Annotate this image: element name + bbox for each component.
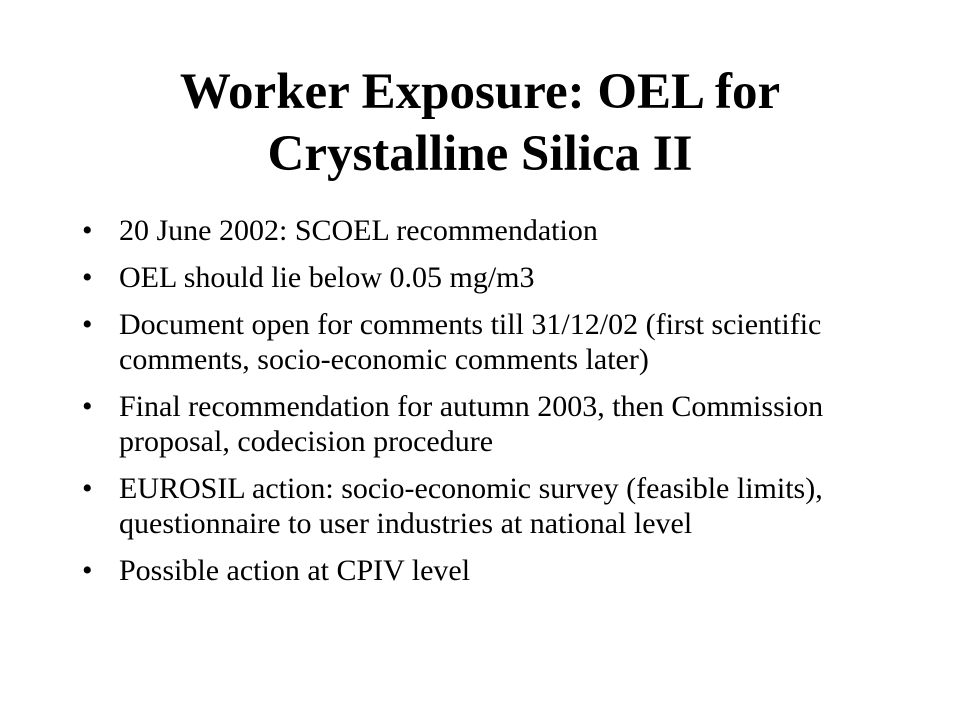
bullet-item	[82, 389, 882, 459]
bullet-icon: •	[82, 214, 93, 247]
bullet-icon: •	[82, 390, 93, 423]
bullet-text: Final recommendation for autumn 2003, then Commission proposal, codecision procedure	[119, 390, 824, 458]
bullet-item	[82, 260, 882, 295]
slide-title: Worker Exposure: OEL for Crystalline Silica II	[179, 64, 781, 182]
bullet-icon: •	[82, 261, 93, 294]
bullet-icon: •	[82, 554, 93, 587]
bullet-text: Document open for comments till 31/12/02 (first scientific comments, socio-economic comments later)	[119, 308, 822, 376]
bullet-text: EUROSIL action: socio-economic survey (feasible limits), questionnaire to user industries at national level	[119, 472, 823, 540]
bullet-text: Possible action at CPIV level	[119, 554, 471, 587]
bullet-text: OEL should lie below 0.05 mg/m3	[119, 261, 535, 294]
bullet-item	[82, 553, 882, 588]
bullet-icon: •	[82, 308, 93, 341]
bullet-icon: •	[82, 472, 93, 505]
bullet-list	[82, 213, 882, 588]
bullet-item	[82, 471, 882, 541]
bullet-item	[82, 307, 882, 377]
bullet-item	[82, 213, 882, 248]
bullet-text: 20 June 2002: SCOEL recommendation	[119, 214, 598, 247]
